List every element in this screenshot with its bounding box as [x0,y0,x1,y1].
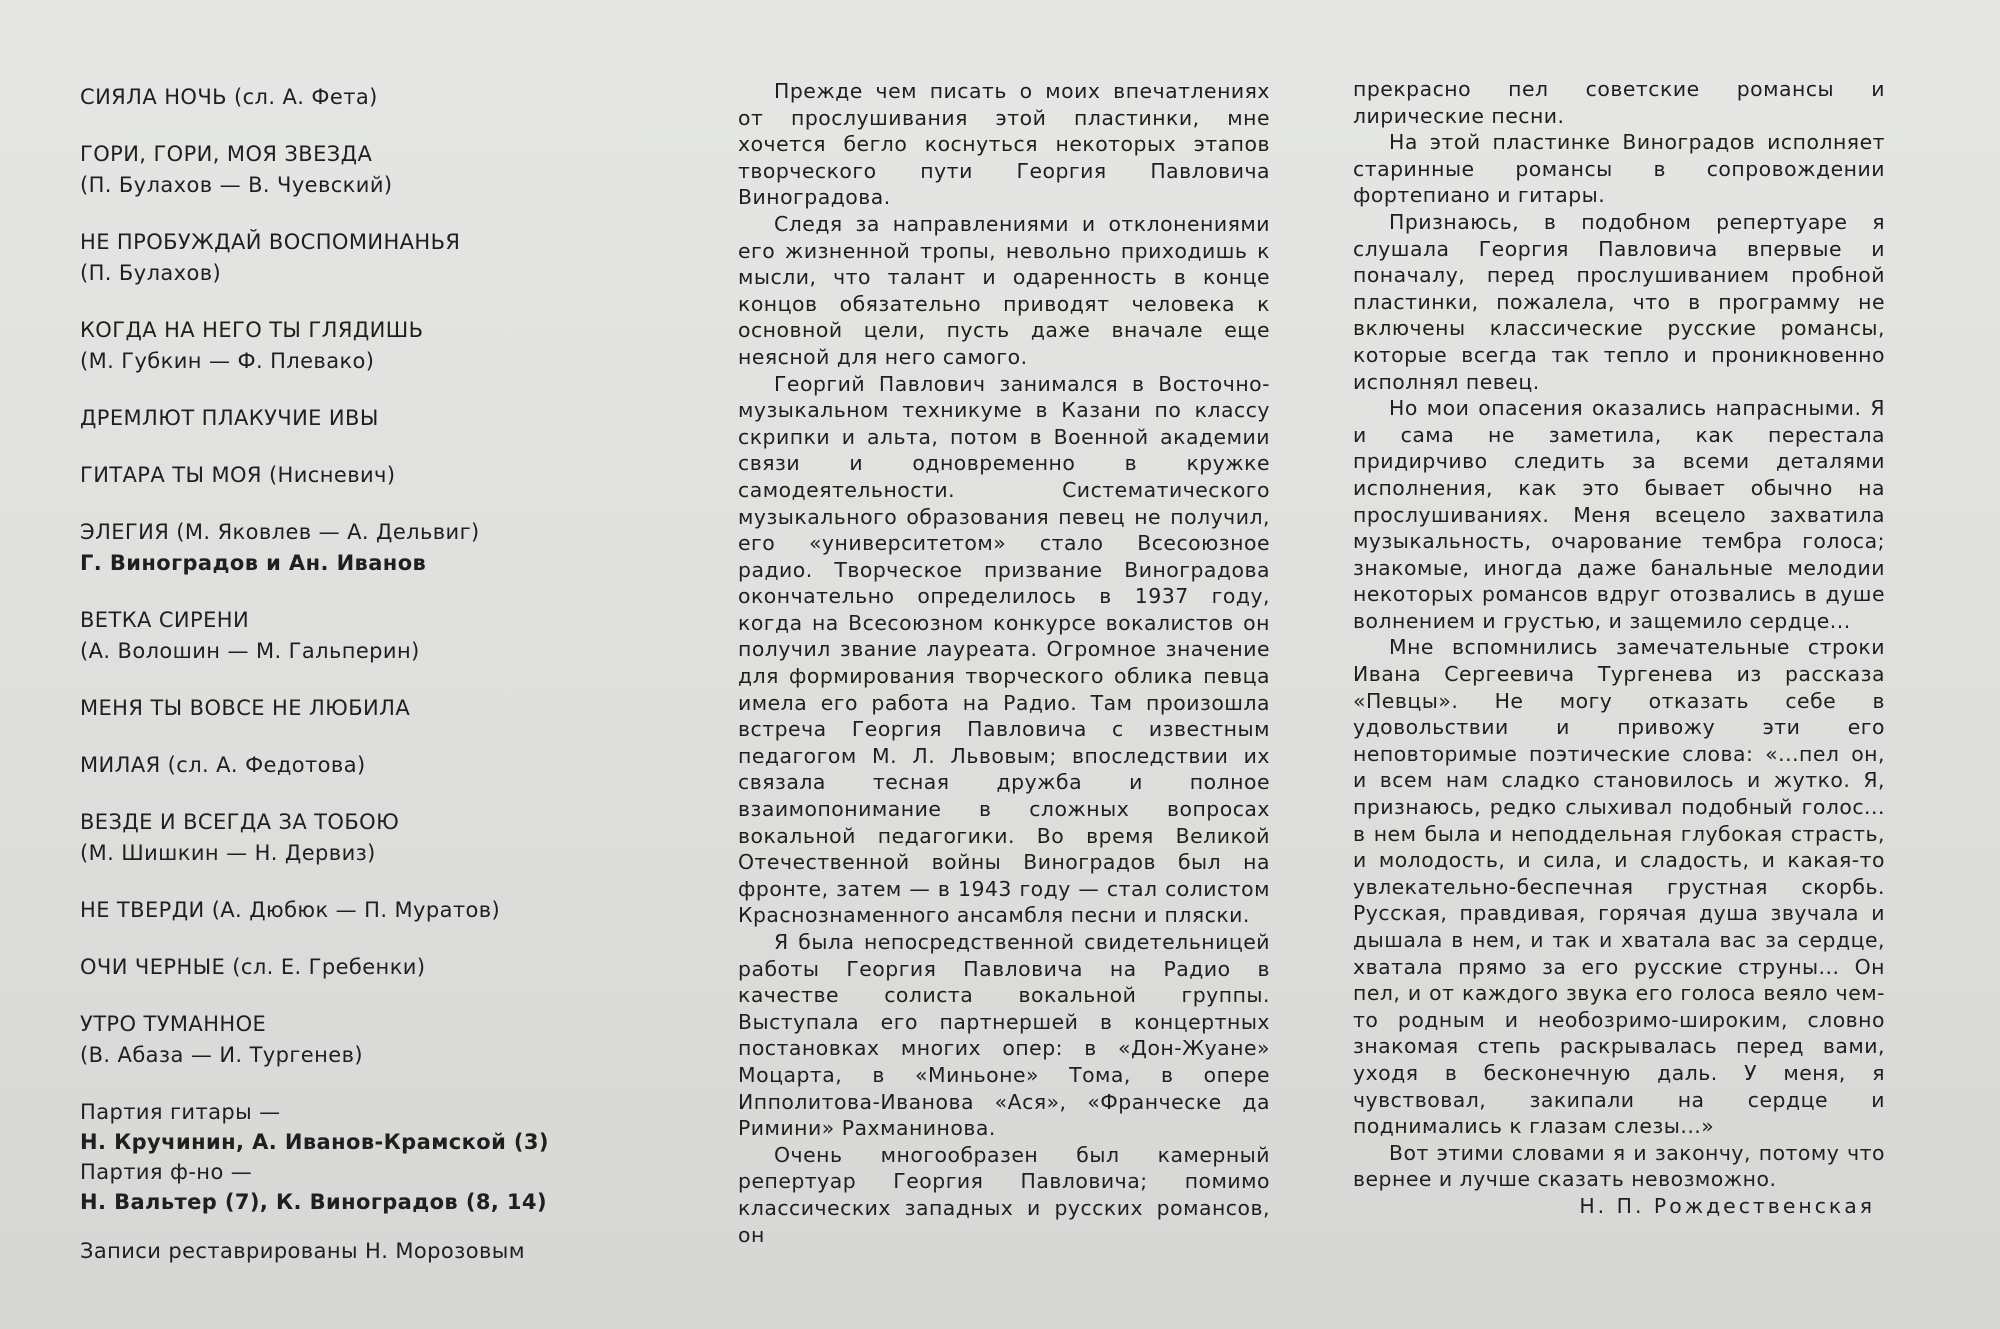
article-paragraph: Очень многообразен был камерный репертуар Георгия Павловича; помимо классических западных и русских романсов, он [738,1142,1270,1247]
track-credit: (А. Волошин — М. Гальперин) [80,639,420,663]
article-column-1 [738,78,1270,1248]
article-paragraph: прекрасно пел советские романсы и лирические песни. [1353,77,1885,128]
track-item [80,517,620,579]
track-credit: (В. Абаза — И. Тургенев) [80,1043,363,1067]
article-paragraph: Я была непосредственной свидетельницей работы Георгия Павловича на Радио в качестве солиста вокальной группы. Выступала его партнершей в концертных постановках многих опер: в «Дон-Жуане» Моцарта, в «Миньоне» Тома, в опере Ипполитова-Иванова «Ася», «Франческе да Римини» Рахманинова. [738,930,1270,1141]
article-paragraph: Но мои опасения оказались напрасными. Я и сама не заметила, как перестала придирчиво следить за всеми деталями исполнения, как это бывает обычно на прослушиваниях. Меня всецело захватила музыкальность, очарование тембра голоса; знакомые, иногда даже банальные мелодии некоторых романсов вдруг отозвались в душе волнением и грустью, и защемило сердце... [1353,396,1885,633]
track-credit: (П. Булахов — В. Чуевский) [80,173,393,197]
piano-names: Н. Вальтер (7), К. Виноградов (8, 14) [80,1190,547,1214]
track-title: КОГДА НА НЕГО ТЫ ГЛЯДИШЬ [80,318,424,342]
track-title: ЭЛЕГИЯ (М. Яковлев — А. Дельвиг) [80,520,480,544]
track-title: НЕ ТВЕРДИ (А. Дюбюк — П. Муратов) [80,898,501,922]
track-credit: (М. Шишкин — Н. Дервиз) [80,841,376,865]
article-paragraph: Прежде чем писать о моих впечатлениях от прослушивания этой пластинки, мне хочется бегло коснуться некоторых этапов творческого пути Георгия Павловича Виноградова. [738,79,1270,210]
tracklist [80,82,620,1263]
track-credit: (П. Булахов) [80,261,222,285]
track-item [80,403,620,434]
track-item [80,952,620,983]
article-paragraph: Мне вспомнились замечательные строки Ивана Сергеевича Тургенева из рассказа «Певцы». Не могу отказать себе в удовольствии и привожу эти его неповторимые поэтические слова: «...пел он, и всем нам сладко становилось и жутко. Я, признаюсь, редко слыхивал подобный голос... в нем была и неподдельная глубокая страсть, и молодость, и сила, и сладость, и какая-то увлекательно-беспечная грустная скорбь. Русская, правдивая, горячая душа звучала и дышала в нем, и так и хватала вас за сердце, хватала прямо за его русские струны... Он пел, и от каждого звука его голоса веяло чем-то родным и необозримо-широким, словно знакомая степь раскрывалась перед вами, уходя в бесконечную даль. У меня, я чувствовал, закипали на сердце и поднимались к глазам слезы...» [1353,635,1885,1139]
track-item [80,227,620,289]
track-item [80,1009,620,1071]
track-title: ВЕТКА СИРЕНИ [80,608,250,632]
track-item [80,315,620,377]
guitar-label: Партия гитары — [80,1100,281,1124]
article-paragraph: Вот этими словами я и закончу, потому что вернее и лучше сказать невозможно. [1353,1140,1885,1192]
track-title: МИЛАЯ (сл. А. Федотова) [80,753,366,777]
track-performers: Г. Виноградов и Ан. Иванов [80,551,427,575]
track-item [80,895,620,926]
track-item [80,693,620,724]
track-title: ОЧИ ЧЕРНЫЕ (сл. Е. Гребенки) [80,955,426,979]
article-paragraph: Следя за направлениями и отклонениями его жизненной тропы, невольно приходишь к мысли, что талант и одаренность в конце концов обязательно приводят человека к основной цели, пусть даже вначале еще неясной для него самого. [738,211,1270,369]
track-title: ГИТАРА ТЫ МОЯ (Нисневич) [80,463,396,487]
track-title: УТРО ТУМАННОЕ [80,1012,267,1036]
track-title: ГОРИ, ГОРИ, МОЯ ЗВЕЗДА [80,142,373,166]
guitar-names: Н. Кручинин, А. Иванов-Крамской (3) [80,1130,549,1154]
track-item [80,82,620,113]
track-item [80,460,620,491]
restoration-credit: Записи реставрированы Н. Морозовым [80,1239,525,1263]
article-paragraph: Признаюсь, в подобном репертуаре я слушала Георгия Павловича впервые и поначалу, перед прослушиванием пробной пластинки, пожалела, что в программу не включены классические русские романсы, которые всегда так тепло и проникновенно исполнял певец. [1353,209,1885,394]
track-title: СИЯЛА НОЧЬ (сл. А. Фета) [80,85,378,109]
track-item [80,605,620,667]
article-paragraph: Георгий Павлович занимался в Восточно-музыкальном техникуме в Казани по классу скрипки и альта, потом в Военной академии связи и одновременно в кружке самодеятельности. Систематического музыкального образования певец не получил, его «университетом» стало Всесоюзное радио. Творческое призвание Виноградова окончательно определилось в 1937 году, когда на Всесоюзном конкурсе вокалистов он получил звание лауреата. Огромное значение для формирования творческого облика певца имела его работа на Радио. Там произошла встреча Георгия Павловича с известным педагогом М. Л. Львовым; впоследствии их связала тесная дружба и полное взаимопонимание в сложных вопросах вокальной педагогики. Во время Великой Отечественной войны Виноградов был на фронте, затем — в 1943 году — стал солистом Краснознаменного ансамбля песни и пляски. [738,371,1270,928]
track-title: ВЕЗДЕ И ВСЕГДА ЗА ТОБОЮ [80,810,400,834]
track-item [80,807,620,869]
track-credit: (М. Губкин — Ф. Плевако) [80,349,375,373]
accompaniment-credits [80,1097,620,1217]
track-item [80,750,620,781]
article-paragraph: На этой пластинке Виноградов исполняет старинные романсы в сопровождении фортепиано и гитары. [1353,130,1885,208]
author-signature: Н. П. Рождественская [1579,1193,1875,1218]
track-title: МЕНЯ ТЫ ВОВСЕ НЕ ЛЮБИЛА [80,696,411,720]
track-title: НЕ ПРОБУЖДАЙ ВОСПОМИНАНЬЯ [80,230,461,254]
article-column-2 [1353,76,1885,1220]
piano-label: Партия ф-но — [80,1160,253,1184]
track-item [80,139,620,201]
track-title: ДРЕМЛЮТ ПЛАКУЧИЕ ИВЫ [80,406,379,430]
